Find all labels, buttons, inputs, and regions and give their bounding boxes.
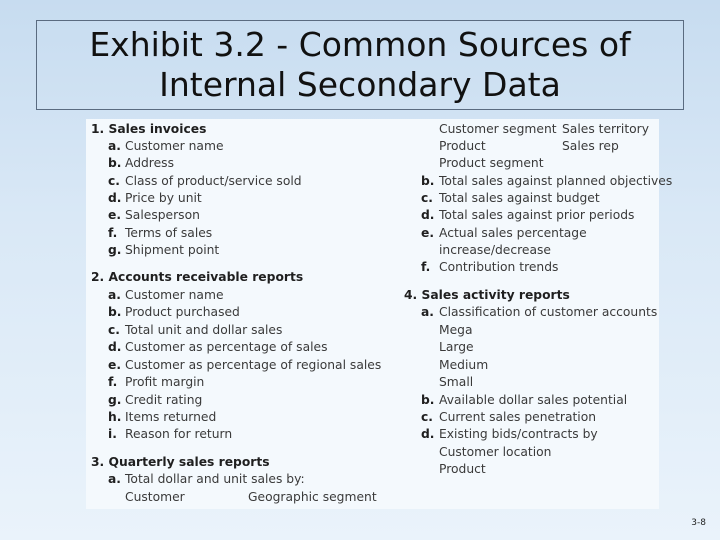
list-item-label: e.	[421, 226, 435, 240]
list-item: Address	[125, 156, 174, 170]
list-item: Shipment point	[125, 243, 220, 257]
list-item: Credit rating	[125, 393, 203, 407]
list-item: Classification of customer accounts	[439, 305, 658, 319]
list-item: Customer as percentage of regional sales	[125, 358, 382, 372]
list-item-label: d.	[421, 208, 435, 222]
list-item-continuation: increase/decrease	[439, 243, 551, 257]
list-item-label: e.	[108, 208, 122, 222]
list-item-label: c.	[108, 323, 120, 337]
sub-item-product-segment: Product segment	[439, 156, 544, 170]
list-item: Total dollar and unit sales by:	[125, 472, 305, 486]
list-item: Total sales against planned objectives	[439, 174, 673, 188]
list-item-label: c.	[421, 191, 433, 205]
sub-item-sales-rep: Sales rep	[562, 139, 619, 153]
list-item-label: b.	[421, 393, 435, 407]
list-item-label: g.	[108, 393, 122, 407]
sub-item-product: Product	[439, 462, 486, 476]
list-item-label: e.	[108, 358, 122, 372]
sub-item-customer-segment: Customer segment	[439, 122, 557, 136]
list-item-label: b.	[108, 305, 122, 319]
list-item: Customer as percentage of sales	[125, 340, 328, 354]
list-item-label: b.	[421, 174, 435, 188]
list-item-label: c.	[421, 410, 433, 424]
section-4-heading: 4. Sales activity reports	[404, 288, 570, 302]
list-item: Profit margin	[125, 375, 205, 389]
list-item: Customer name	[125, 139, 224, 153]
list-item: Terms of sales	[125, 226, 213, 240]
sub-item-customer: Customer	[125, 490, 185, 504]
list-item-label: c.	[108, 174, 120, 188]
list-item-label: d.	[108, 191, 122, 205]
section-3-heading: 3. Quarterly sales reports	[91, 455, 270, 469]
list-item: Total sales against budget	[439, 191, 600, 205]
slide-title	[36, 20, 684, 110]
list-item-label: d.	[108, 340, 122, 354]
list-item: Total sales against prior periods	[439, 208, 635, 222]
list-item: Total unit and dollar sales	[125, 323, 283, 337]
list-item: Items returned	[125, 410, 217, 424]
list-item-label: d.	[421, 427, 435, 441]
list-item-label: h.	[108, 410, 122, 424]
sub-item-customer-location: Customer location	[439, 445, 552, 459]
list-item: Customer name	[125, 288, 224, 302]
list-item-label: a.	[108, 472, 121, 486]
sub-item-large: Large	[439, 340, 474, 354]
list-item: Salesperson	[125, 208, 200, 222]
list-item: Price by unit	[125, 191, 202, 205]
list-item-label: f.	[108, 375, 118, 389]
sub-item-small: Small	[439, 375, 474, 389]
exhibit-panel	[86, 119, 673, 509]
list-item: Contribution trends	[439, 260, 559, 274]
list-item: Available dollar sales potential	[439, 393, 628, 407]
list-item: Current sales penetration	[439, 410, 597, 424]
sub-item-geographic-segment: Geographic segment	[248, 490, 377, 504]
list-item-label: f.	[421, 260, 431, 274]
title-line-2: Internal Secondary Data	[159, 65, 561, 104]
list-item-label: b.	[108, 156, 122, 170]
list-item-label: a.	[421, 305, 434, 319]
sub-item-product: Product	[439, 139, 486, 153]
list-item-label: a.	[108, 288, 121, 302]
slide-number: 3-8	[691, 518, 706, 528]
list-item-label: f.	[108, 226, 118, 240]
sub-item-mega: Mega	[439, 323, 473, 337]
sub-item-medium: Medium	[439, 358, 489, 372]
list-item-label: g.	[108, 243, 122, 257]
list-item: Class of product/service sold	[125, 174, 302, 188]
list-item: Reason for return	[125, 427, 233, 441]
list-item-label: a.	[108, 139, 121, 153]
list-item: Existing bids/contracts by	[439, 427, 598, 441]
list-item: Actual sales percentage	[439, 226, 587, 240]
list-item-label: i.	[108, 427, 117, 441]
sub-item-sales-territory: Sales territory	[562, 122, 650, 136]
section-1-heading: 1. Sales invoices	[91, 122, 207, 136]
title-line-1: Exhibit 3.2 - Common Sources of	[89, 25, 631, 64]
section-2-heading: 2. Accounts receivable reports	[91, 270, 304, 284]
list-item: Product purchased	[125, 305, 240, 319]
